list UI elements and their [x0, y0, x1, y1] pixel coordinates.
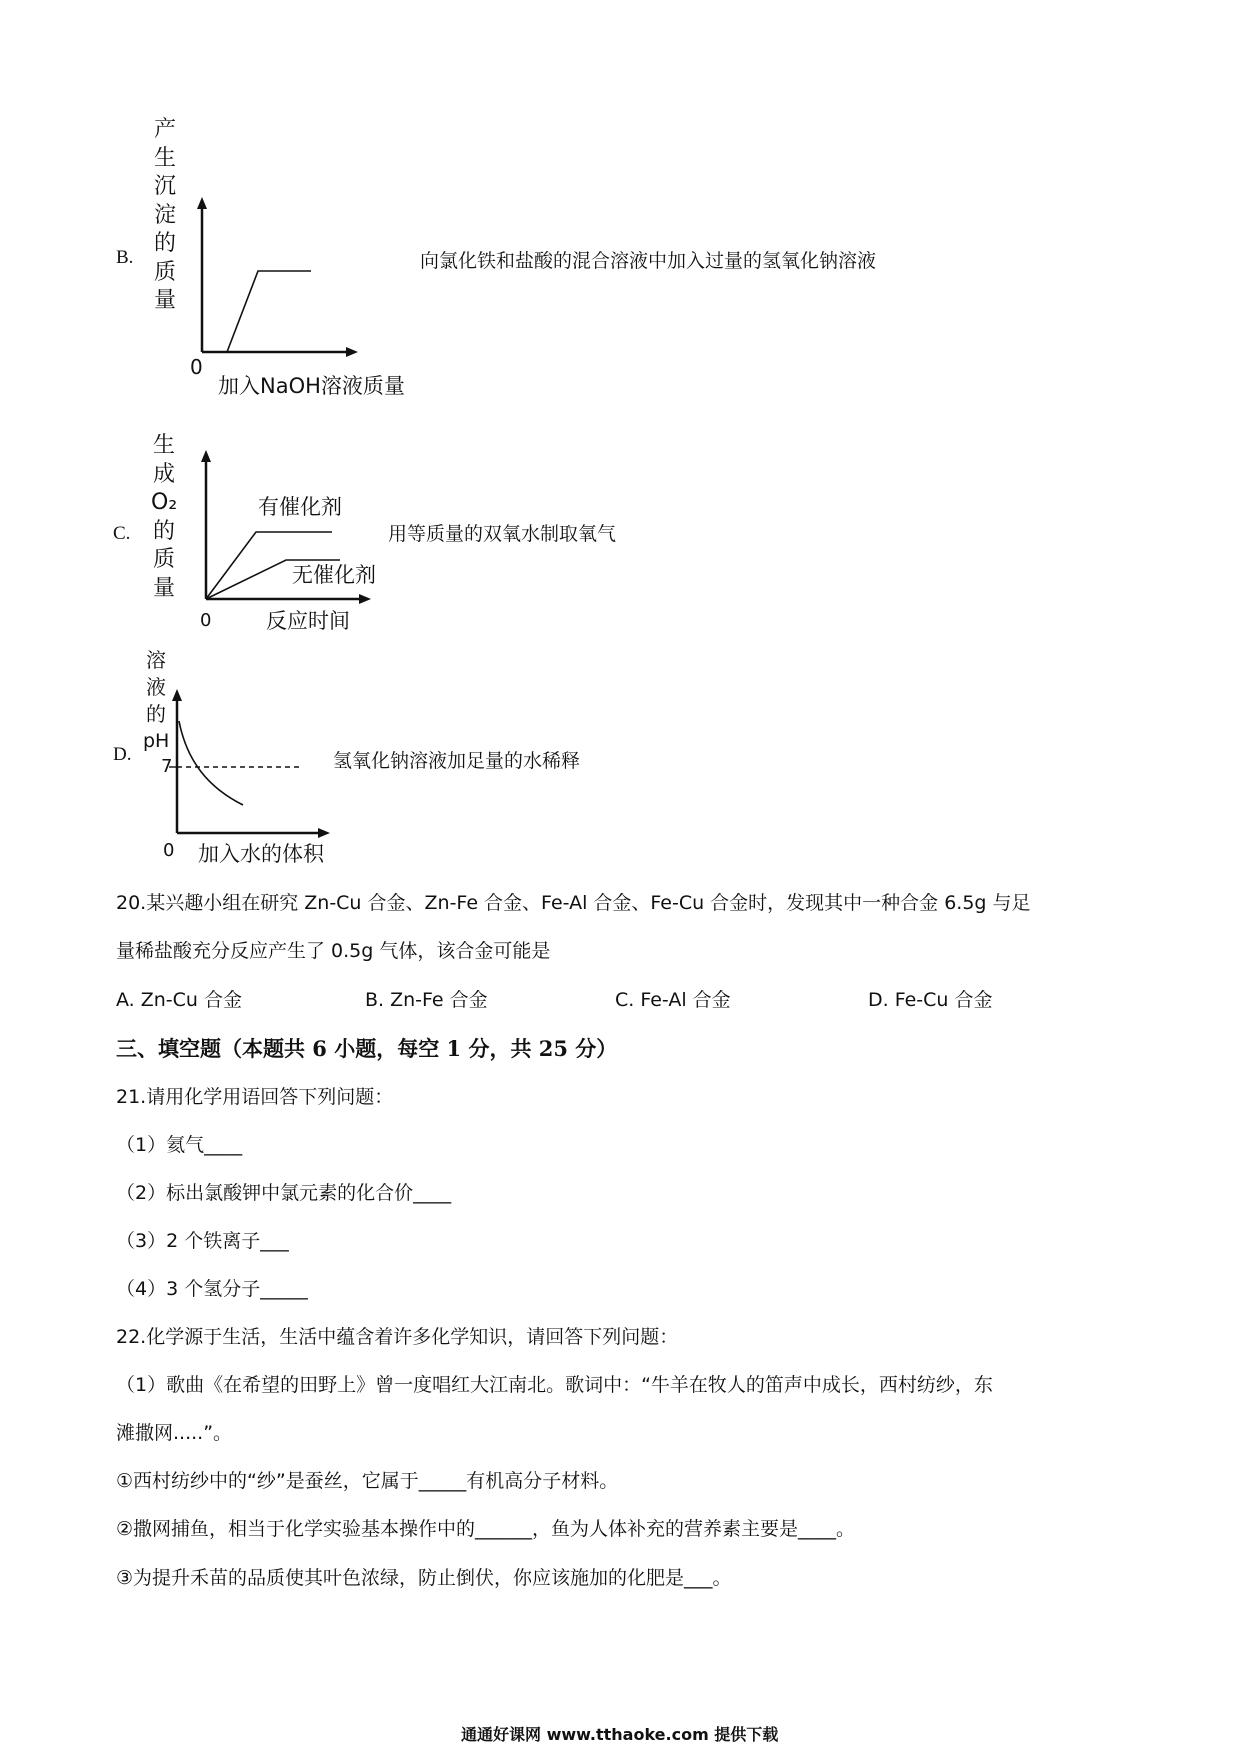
q22-part1-line-1: （1）歌曲《在希望的田野上》曾一度唱红大江南北。歌词中：“牛羊在牧人的笛声中成长，西村纺纱，东 [116, 1374, 993, 1396]
option-c-label-with-catalyst: 有催化剂 [258, 495, 342, 519]
q21-stem: 21.请用化学用语回答下列问题： [116, 1086, 394, 1108]
option-d-ph-label: pH [143, 730, 170, 752]
q22-part1-line-2: 滩撒网.....”。 [116, 1422, 233, 1444]
option-b-description: 向氯化铁和盐酸的混合溶液中加入过量的氢氧化钠溶液 [420, 250, 877, 272]
option-c-origin: 0 [200, 610, 212, 631]
q20-option-d: D. Fe-Cu 合金 [868, 989, 993, 1011]
q22-sub-1: ①西村纺纱中的“纱”是蚕丝，它属于_____有机高分子材料。 [116, 1470, 619, 1492]
option-d-letter: D. [113, 744, 132, 765]
q22-sub-2: ②撒网捕鱼，相当于化学实验基本操作中的______，鱼为人体补充的营养素主要是____。 [116, 1518, 856, 1540]
q20-option-a: A. Zn-Cu 合金 [116, 989, 243, 1011]
option-b-x-arrow [346, 347, 358, 357]
q20-option-b: B. Zn-Fe 合金 [365, 989, 488, 1011]
option-c-y-arrow [201, 450, 211, 462]
option-d-graph [165, 680, 340, 850]
option-d-y-arrow [172, 689, 182, 701]
q22-stem: 22.化学源于生活，生活中蕴含着许多化学知识，请回答下列问题： [116, 1326, 679, 1348]
option-d-y-tick-7: 7 [161, 756, 173, 777]
option-c-x-axis-label: 反应时间 [266, 609, 350, 633]
q22-sub-3: ③为提升禾苗的品质使其叶色浓绿，防止倒伏，你应该施加的化肥是___。 [116, 1567, 732, 1589]
option-b-origin: 0 [190, 355, 203, 379]
section-3-heading: 三、填空题（本题共 6 小题，每空 1 分，共 25 分） [116, 1036, 618, 1061]
option-c-description: 用等质量的双氧水制取氧气 [388, 523, 617, 545]
option-d-origin: 0 [163, 840, 175, 861]
option-b-x-axis-label: 加入NaOH溶液质量 [218, 374, 405, 398]
option-c-letter: C. [113, 523, 131, 544]
option-c-label-without-catalyst: 无催化剂 [292, 563, 376, 587]
option-d-x-axis-label: 加入水的体积 [198, 842, 324, 866]
q20-option-c: C. Fe-Al 合金 [615, 989, 731, 1011]
option-b-y-arrow [197, 197, 207, 209]
option-c-y-axis-label: 生 成 O₂ 的 质 量 [151, 433, 178, 601]
option-d-description: 氢氧化钠溶液加足量的水稀释 [333, 750, 581, 772]
option-b-letter: B. [116, 247, 134, 268]
page-footer: 通通好课网 www.tthaoke.com 提供下载 [461, 1725, 779, 1744]
q21-item-4: （4）3 个氢分子_____ [116, 1278, 308, 1300]
option-d-curve [179, 721, 243, 805]
q21-item-2: （2）标出氯酸钾中氯元素的化合价____ [116, 1182, 452, 1204]
option-c-x-arrow [359, 594, 371, 604]
q20-stem-line-1: 20.某兴趣小组在研究 Zn-Cu 合金、Zn-Fe 合金、Fe-Al 合金、Fe-Cu 合金时，发现其中一种合金 6.5g 与足 [116, 892, 1031, 914]
option-b-curve [227, 271, 311, 352]
option-b-graph [180, 195, 380, 365]
q20-stem-line-2: 量稀盐酸充分反应产生了 0.5g 气体，该合金可能是 [116, 940, 551, 962]
option-b-y-axis-label: 产 生 沉 淀 的 质 量 [153, 117, 176, 313]
option-d-x-arrow [318, 828, 330, 838]
q21-item-3: （3）2 个铁离子___ [116, 1230, 289, 1252]
option-d-y-axis-label: 溶 液 的 [146, 648, 166, 726]
q21-item-1: （1）氦气____ [116, 1134, 243, 1156]
